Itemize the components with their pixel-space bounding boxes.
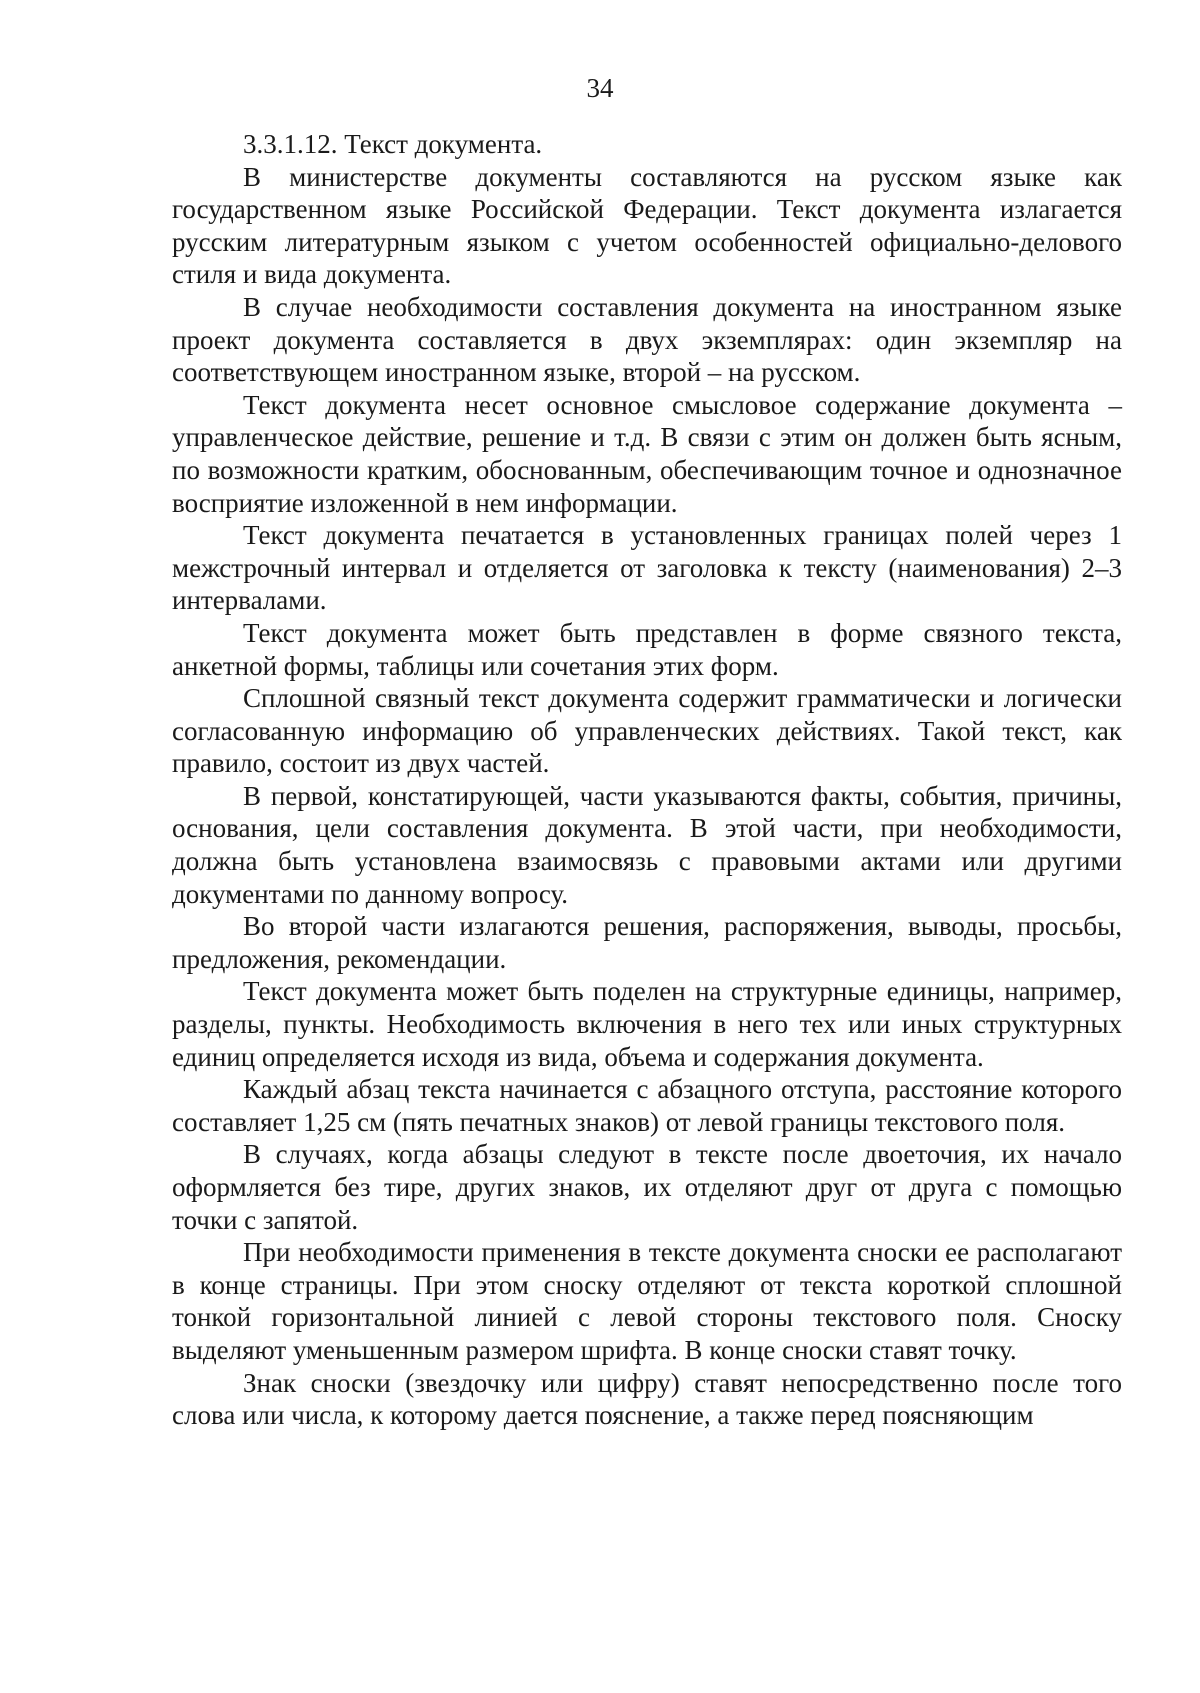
document-text — [172, 128, 1122, 1432]
paragraph: Текст документа может быть представлен в форме связного текста, анкетной формы, таблицы или сочетания этих форм. — [172, 617, 1122, 681]
paragraph: Во второй части излагаются решения, распоряжения, выводы, просьбы, предложения, рекомендации. — [172, 911, 1122, 974]
paragraph: Сплошной связный текст документа содержит грамматически и логически согласованную информацию об управленческих действиях. Такой текст, как правило, состоит из двух частей. — [172, 683, 1122, 779]
section-heading: 3.3.1.12. Текст документа. — [243, 129, 543, 159]
paragraph: В министерстве документы составляются на русском языке как государственном языке Российской Федерации. Текст документа излагается русским литературным языком с учетом особенностей официально-делового стиля и вида документа. — [172, 161, 1122, 290]
paragraph: Каждый абзац текста начинается с абзацного отступа, расстояние которого составляет 1,25 см (пять печатных знаков) от левой границы текстового поля. — [172, 1074, 1122, 1137]
paragraph: В первой, констатирующей, части указываются факты, события, причины, основания, цели составления документа. В этой части, при необходимости, должна быть установлена взаимосвязь с правовыми актами или другими документами по данному вопросу. — [172, 780, 1122, 909]
paragraph: В случаях, когда абзацы следуют в тексте после двоеточия, их начало оформляется без тире, других знаков, их отделяют друг от друга с помощью точки с запятой. — [172, 1139, 1122, 1235]
paragraph: Текст документа может быть поделен на структурные единицы, например, разделы, пункты. Необходимость включения в него тех или иных структурных единиц определяется исходя из вида, объема и содержания документа. — [172, 976, 1122, 1072]
paragraph: При необходимости применения в тексте документа сноски ее располагают в конце страницы. При этом сноску отделяют от текста короткой сплошной тонкой горизонтальной линией с левой стороны текстового поля. Сноску выделяют уменьшенным размером шрифта. В конце сноски ставят точку. — [172, 1237, 1122, 1365]
paragraph: Знак сноски (звездочку или цифру) ставят непосредственно после того слова или числа, к которому дается пояснение, а также перед поясняющим — [172, 1367, 1122, 1431]
paragraph: Текст документа печатается в установленных границах полей через 1 межстрочный интервал и отделяется от заголовка к тексту (наименования) 2–3 интервалами. — [172, 520, 1122, 616]
paragraph: В случае необходимости составления документа на иностранном языке проект документа составляется в двух экземплярах: один экземпляр на соответствующем иностранном языке, второй – на русском. — [172, 291, 1122, 388]
page-number: 34 — [586, 73, 614, 103]
paragraph: Текст документа несет основное смысловое содержание документа – управленческое действие, решение и т.д. В связи с этим он должен быть ясным, по возможности кратким, обоснованным, обеспечивающим точное и однозначное восприятие изложенной в нем информации. — [172, 389, 1122, 518]
